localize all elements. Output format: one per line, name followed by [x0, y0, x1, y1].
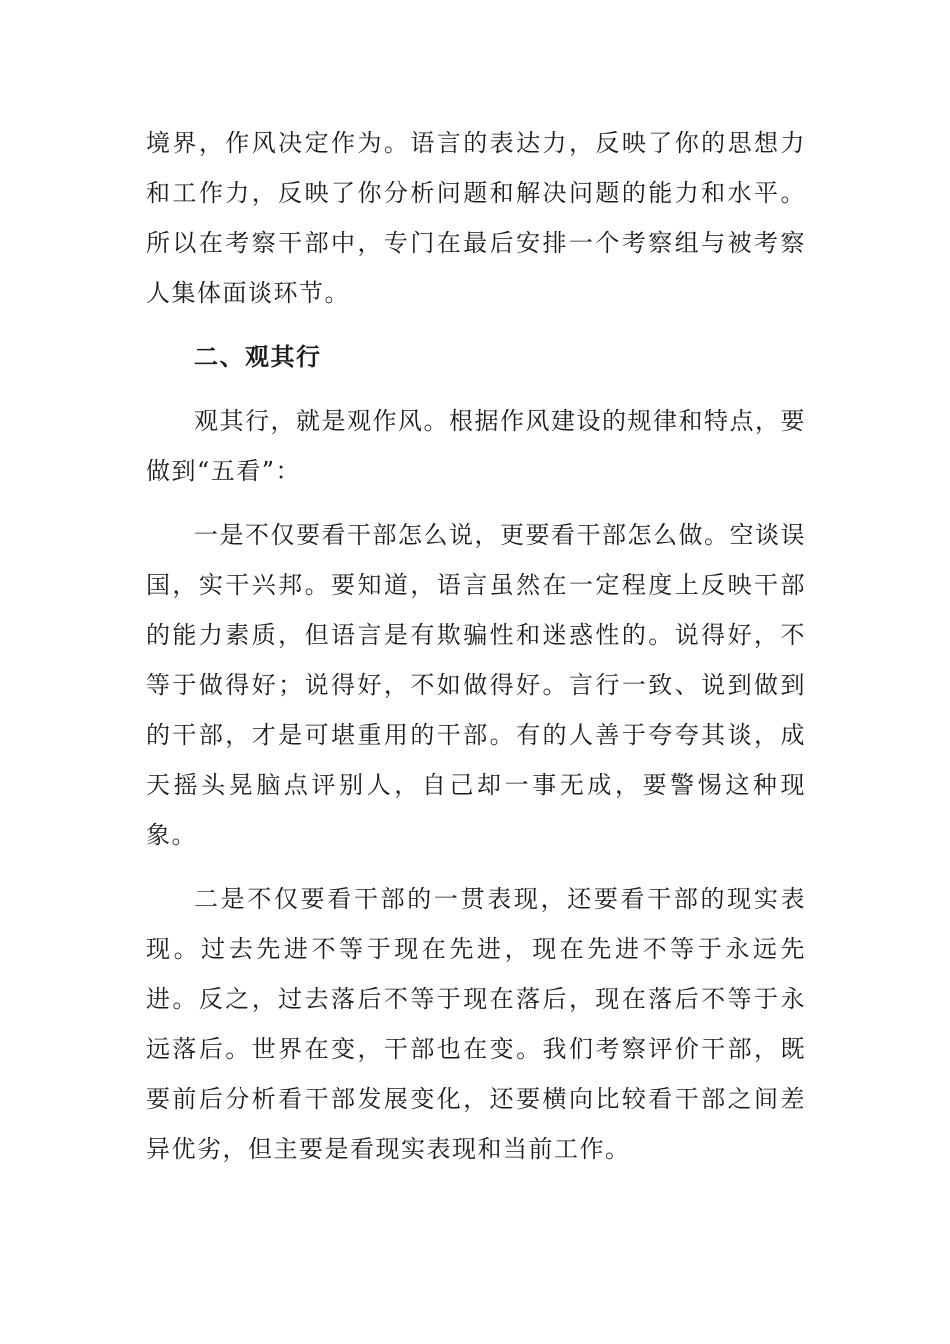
paragraph-point-two: 二是不仅要看干部的一贯表现，还要看干部的现实表现。过去先进不等于现在先进，现在先进不等于永远先进。反之，过去落后不等于现在落后，现在落后不等于永远落后。世界在变，干部也在变。我们考察评价干部，既要前后分析看干部发展变化，还要横向比较看干部之间差异优劣，但主要是看现实表现和当前工作。 — [146, 885, 806, 1163]
paragraph-continuation: 境界，作风决定作为。语言的表达力，反映了你的思想力和工作力，反映了你分析问题和解决问题的能力和水平。所以在考察干部中，专门在最后安排一个考察组与被考察人集体面谈环节。 — [146, 129, 806, 307]
paragraph-intro: 观其行，就是观作风。根据作风建设的规律和特点，要做到“五看”： — [146, 407, 806, 485]
document-body — [146, 118, 806, 1174]
section-heading: 二、观其行 — [194, 343, 322, 371]
paragraph-point-one: 一是不仅要看干部怎么说，更要看干部怎么做。空谈误国，实干兴邦。要知道，语言虽然在一定程度上反映干部的能力素质，但语言是有欺骗性和迷惑性的。说得好，不等于做得好；说得好，不如做得好。言行一致、说到做到的干部，才是可堪重用的干部。有的人善于夸夸其谈，成天摇头晃脑点评别人，自己却一事无成，要警惕这种现象。 — [146, 521, 806, 849]
